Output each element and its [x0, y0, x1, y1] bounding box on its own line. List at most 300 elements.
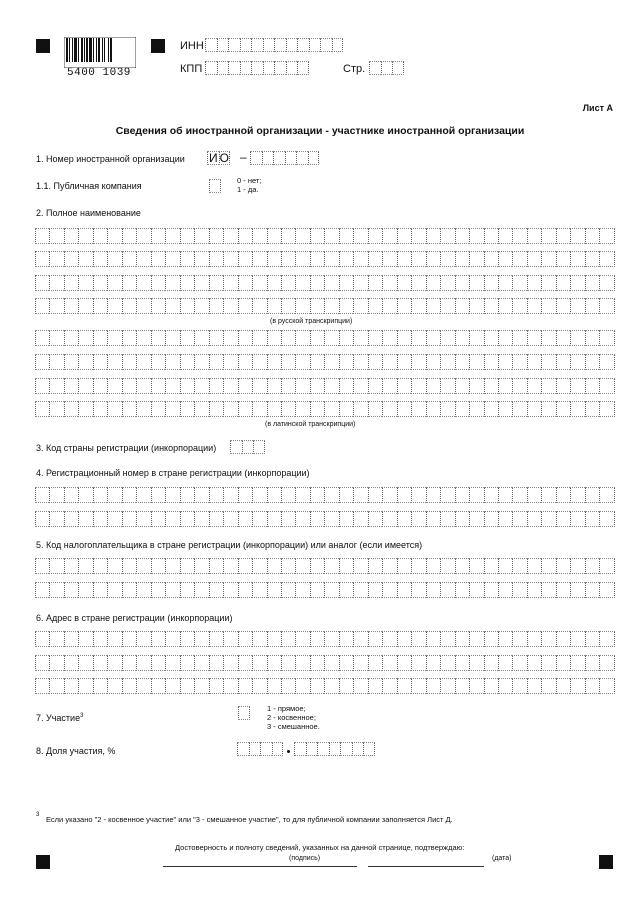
input-cell — [165, 558, 179, 574]
input-cell — [324, 678, 338, 694]
input-cell — [180, 401, 194, 417]
input-cell — [35, 275, 49, 291]
input-cell — [527, 298, 541, 314]
barcode-number: 5400 1039 — [67, 67, 131, 79]
input-cell — [180, 511, 194, 527]
input-cell — [570, 275, 584, 291]
input-cell — [455, 511, 469, 527]
input-cell — [107, 631, 121, 647]
input-cell — [180, 251, 194, 267]
input-cell — [223, 558, 237, 574]
input-cell — [339, 511, 353, 527]
input-cell — [93, 228, 107, 244]
input-cell — [397, 487, 411, 503]
input-cell — [339, 655, 353, 671]
input-cell — [382, 354, 396, 370]
field-1-number-cells[interactable] — [250, 151, 319, 165]
input-cell — [238, 582, 252, 598]
input-cell — [527, 275, 541, 291]
input-cell — [209, 582, 223, 598]
input-cell — [353, 511, 367, 527]
input-cell — [223, 401, 237, 417]
input-cell — [556, 251, 570, 267]
input-cell — [209, 511, 223, 527]
field-7-option: 3 - смешанное. — [267, 722, 320, 731]
field-4-row[interactable] — [35, 511, 615, 527]
input-cell — [281, 558, 295, 574]
input-cell — [484, 378, 498, 394]
field-4-label: 4. Регистрационный номер в стране регистрации (инкорпорации) — [36, 468, 310, 478]
input-cell — [93, 378, 107, 394]
input-cell — [455, 275, 469, 291]
page-number-cells[interactable] — [369, 61, 404, 75]
input-cell — [78, 582, 92, 598]
input-cell — [570, 401, 584, 417]
input-cell — [498, 487, 512, 503]
field-5-row[interactable] — [35, 582, 615, 598]
input-cell — [585, 678, 599, 694]
field-2-row[interactable] — [35, 354, 615, 370]
input-cell — [484, 582, 498, 598]
field-2-row[interactable] — [35, 275, 615, 291]
input-cell — [180, 655, 194, 671]
input-cell — [274, 38, 286, 52]
field-5-row[interactable] — [35, 558, 615, 574]
field-8-integer-cells[interactable] — [237, 742, 283, 756]
input-cell — [339, 678, 353, 694]
input-cell — [382, 378, 396, 394]
input-cell — [64, 378, 78, 394]
input-cell — [599, 354, 614, 370]
input-cell — [469, 487, 483, 503]
input-cell — [353, 330, 367, 346]
input-cell — [49, 228, 63, 244]
input-cell — [455, 631, 469, 647]
input-cell — [49, 558, 63, 574]
input-cell — [527, 487, 541, 503]
input-cell — [426, 511, 440, 527]
input-cell — [93, 401, 107, 417]
input-cell — [527, 678, 541, 694]
input-cell — [64, 558, 78, 574]
input-cell — [151, 401, 165, 417]
input-cell — [136, 487, 150, 503]
inn-cells[interactable] — [205, 38, 343, 52]
input-cell — [238, 401, 252, 417]
field-2-row[interactable] — [35, 251, 615, 267]
input-cell — [267, 678, 281, 694]
input-cell — [353, 582, 367, 598]
input-cell — [368, 298, 382, 314]
input-cell — [78, 228, 92, 244]
input-cell — [527, 511, 541, 527]
input-cell — [411, 330, 425, 346]
input-cell — [223, 631, 237, 647]
input-cell — [411, 631, 425, 647]
input-cell — [512, 487, 526, 503]
input-cell — [426, 487, 440, 503]
input-cell — [238, 511, 252, 527]
input-cell — [599, 378, 614, 394]
input-cell — [440, 228, 454, 244]
input-cell — [165, 511, 179, 527]
input-cell — [469, 354, 483, 370]
input-cell — [295, 354, 309, 370]
input-cell — [64, 401, 78, 417]
input-cell — [324, 275, 338, 291]
input-cell — [353, 487, 367, 503]
input-cell — [107, 487, 121, 503]
input-cell — [294, 742, 306, 756]
input-cell — [267, 298, 281, 314]
input-cell — [252, 401, 266, 417]
input-cell — [238, 354, 252, 370]
date-caption: (дата) — [492, 855, 512, 862]
input-cell — [382, 582, 396, 598]
input-cell — [440, 298, 454, 314]
field-2-caption-ru: (в русской транскрипции) — [270, 318, 353, 325]
input-cell — [585, 631, 599, 647]
input-cell — [49, 582, 63, 598]
input-cell — [223, 678, 237, 694]
signature-caption: (подпись) — [289, 855, 321, 862]
input-cell — [78, 558, 92, 574]
input-cell — [556, 378, 570, 394]
input-cell — [122, 298, 136, 314]
input-cell — [556, 401, 570, 417]
input-cell — [455, 354, 469, 370]
field-1-cells[interactable] — [207, 151, 230, 165]
input-cell — [556, 330, 570, 346]
input-cell — [599, 401, 614, 417]
input-cell — [339, 487, 353, 503]
input-cell — [238, 655, 252, 671]
input-cell — [194, 558, 208, 574]
input-cell — [527, 558, 541, 574]
input-cell — [238, 228, 252, 244]
input-cell — [64, 487, 78, 503]
input-cell — [267, 330, 281, 346]
input-cell — [281, 401, 295, 417]
input-cell — [498, 511, 512, 527]
input-cell — [295, 275, 309, 291]
input-cell — [194, 401, 208, 417]
input-cell — [253, 440, 265, 454]
input-cell — [585, 401, 599, 417]
input-cell — [223, 298, 237, 314]
input-cell — [281, 330, 295, 346]
input-cell — [238, 631, 252, 647]
input-cell — [426, 354, 440, 370]
input-cell — [136, 378, 150, 394]
input-cell — [262, 151, 274, 165]
input-cell — [151, 228, 165, 244]
input-cell — [49, 631, 63, 647]
input-cell — [165, 582, 179, 598]
input-cell — [541, 582, 555, 598]
input-cell — [339, 330, 353, 346]
input-cell — [599, 275, 614, 291]
field-1-1-cell[interactable] — [209, 179, 221, 193]
input-cell — [426, 275, 440, 291]
input-cell — [585, 582, 599, 598]
input-cell — [64, 251, 78, 267]
input-cell — [382, 228, 396, 244]
input-cell — [599, 228, 614, 244]
field-6-row[interactable] — [35, 655, 615, 671]
input-cell — [411, 655, 425, 671]
barcode — [64, 37, 136, 68]
input-cell — [527, 251, 541, 267]
input-cell — [93, 678, 107, 694]
input-cell — [49, 330, 63, 346]
field-8-label: 8. Доля участия, % — [36, 746, 116, 756]
input-cell — [426, 558, 440, 574]
input-cell — [599, 511, 614, 527]
input-cell — [151, 678, 165, 694]
input-cell — [455, 678, 469, 694]
input-cell — [339, 378, 353, 394]
input-cell — [570, 330, 584, 346]
input-cell — [252, 558, 266, 574]
input-cell — [180, 275, 194, 291]
input-cell — [527, 631, 541, 647]
input-cell — [440, 378, 454, 394]
input-cell — [484, 631, 498, 647]
input-cell — [512, 582, 526, 598]
input-cell — [281, 631, 295, 647]
input-cell — [252, 275, 266, 291]
input-cell — [469, 275, 483, 291]
input-cell — [368, 228, 382, 244]
input-cell — [194, 631, 208, 647]
input-cell — [180, 487, 194, 503]
input-cell — [194, 378, 208, 394]
input-cell — [397, 558, 411, 574]
input-cell — [541, 330, 555, 346]
input-cell — [165, 378, 179, 394]
input-cell — [353, 678, 367, 694]
footnote-marker: 3 — [36, 812, 40, 818]
input-cell — [295, 558, 309, 574]
input-cell — [310, 558, 324, 574]
input-cell — [469, 655, 483, 671]
input-cell — [122, 558, 136, 574]
date-line[interactable] — [368, 866, 484, 867]
input-cell — [165, 354, 179, 370]
input-cell — [251, 38, 263, 52]
input-cell — [252, 582, 266, 598]
input-cell — [585, 487, 599, 503]
input-cell — [107, 275, 121, 291]
input-cell — [151, 582, 165, 598]
input-cell — [512, 354, 526, 370]
input-cell — [426, 251, 440, 267]
field-3-cells[interactable] — [230, 440, 265, 454]
input-cell — [64, 330, 78, 346]
input-cell — [382, 330, 396, 346]
input-cell — [194, 354, 208, 370]
input-cell — [78, 678, 92, 694]
input-cell — [484, 251, 498, 267]
input-cell — [324, 228, 338, 244]
input-cell — [151, 487, 165, 503]
input-cell — [194, 298, 208, 314]
input-cell — [556, 487, 570, 503]
input-cell — [599, 655, 614, 671]
input-cell — [339, 275, 353, 291]
input-cell — [484, 401, 498, 417]
input-cell — [411, 558, 425, 574]
input-cell — [165, 487, 179, 503]
input-cell — [252, 631, 266, 647]
input-cell — [512, 251, 526, 267]
input-cell — [368, 678, 382, 694]
input-cell — [136, 251, 150, 267]
input-cell — [309, 38, 321, 52]
input-cell — [217, 61, 229, 75]
input-cell — [107, 655, 121, 671]
field-2-row[interactable] — [35, 378, 615, 394]
input-cell — [541, 298, 555, 314]
input-cell — [250, 151, 262, 165]
input-cell — [281, 251, 295, 267]
input-cell — [267, 251, 281, 267]
input-cell — [599, 298, 614, 314]
kpp-cells[interactable] — [205, 61, 309, 75]
input-cell — [93, 655, 107, 671]
input-cell — [107, 330, 121, 346]
input-cell — [136, 330, 150, 346]
input-cell — [512, 378, 526, 394]
input-cell — [368, 401, 382, 417]
input-cell — [35, 678, 49, 694]
input-cell — [165, 401, 179, 417]
input-cell — [332, 38, 344, 52]
input-cell — [411, 511, 425, 527]
field-6-row[interactable] — [35, 631, 615, 647]
input-cell — [180, 558, 194, 574]
input-cell — [426, 655, 440, 671]
input-cell — [78, 330, 92, 346]
input-cell — [35, 582, 49, 598]
input-cell — [64, 582, 78, 598]
input-cell — [339, 582, 353, 598]
field-2-row[interactable] — [35, 330, 615, 346]
input-cell — [310, 655, 324, 671]
field-7-cell[interactable] — [238, 706, 250, 720]
input-cell — [382, 631, 396, 647]
field-4-row[interactable] — [35, 487, 615, 503]
input-cell — [107, 378, 121, 394]
input-cell — [194, 330, 208, 346]
input-cell — [180, 631, 194, 647]
kpp-label: КПП — [180, 63, 203, 75]
input-cell — [411, 275, 425, 291]
input-cell — [180, 378, 194, 394]
input-cell — [512, 275, 526, 291]
input-cell — [49, 298, 63, 314]
input-cell — [93, 558, 107, 574]
input-cell — [440, 487, 454, 503]
input-cell — [274, 61, 286, 75]
input-cell — [180, 298, 194, 314]
field-1-prefix-cell: И — [208, 151, 218, 165]
input-cell — [392, 61, 404, 75]
input-cell — [310, 354, 324, 370]
input-cell — [527, 354, 541, 370]
field-2-row[interactable] — [35, 401, 615, 417]
input-cell — [455, 487, 469, 503]
input-cell — [324, 487, 338, 503]
input-cell — [272, 742, 284, 756]
input-cell — [223, 655, 237, 671]
input-cell — [238, 678, 252, 694]
field-2-caption-lat: (в латинской транскрипции) — [265, 421, 356, 428]
input-cell — [223, 275, 237, 291]
input-cell — [382, 655, 396, 671]
input-cell — [585, 275, 599, 291]
input-cell — [252, 330, 266, 346]
input-cell — [64, 298, 78, 314]
input-cell — [455, 298, 469, 314]
input-cell — [469, 251, 483, 267]
input-cell — [426, 401, 440, 417]
input-cell — [527, 378, 541, 394]
input-cell — [570, 582, 584, 598]
signature-line[interactable] — [163, 866, 357, 867]
input-cell — [498, 582, 512, 598]
input-cell — [556, 582, 570, 598]
field-2-row[interactable] — [35, 298, 615, 314]
input-cell — [353, 631, 367, 647]
field-8-fraction-cells[interactable] — [294, 742, 375, 756]
input-cell — [426, 678, 440, 694]
input-cell — [267, 582, 281, 598]
field-6-row[interactable] — [35, 678, 615, 694]
input-cell — [209, 330, 223, 346]
input-cell — [469, 511, 483, 527]
input-cell — [122, 487, 136, 503]
input-cell — [455, 228, 469, 244]
input-cell — [151, 330, 165, 346]
input-cell — [324, 655, 338, 671]
input-cell — [599, 678, 614, 694]
input-cell — [252, 298, 266, 314]
input-cell — [209, 354, 223, 370]
input-cell — [136, 582, 150, 598]
input-cell — [295, 378, 309, 394]
input-cell — [310, 298, 324, 314]
input-cell — [64, 354, 78, 370]
input-cell — [267, 631, 281, 647]
input-cell — [136, 558, 150, 574]
input-cell — [397, 330, 411, 346]
sheet-label: Лист А — [582, 103, 613, 113]
input-cell — [194, 678, 208, 694]
input-cell — [440, 354, 454, 370]
input-cell — [228, 61, 240, 75]
field-2-row[interactable] — [35, 228, 615, 244]
input-cell — [267, 655, 281, 671]
input-cell — [585, 511, 599, 527]
input-cell — [339, 401, 353, 417]
input-cell — [93, 511, 107, 527]
input-cell — [484, 511, 498, 527]
input-cell — [426, 330, 440, 346]
input-cell — [64, 631, 78, 647]
input-cell — [363, 742, 375, 756]
